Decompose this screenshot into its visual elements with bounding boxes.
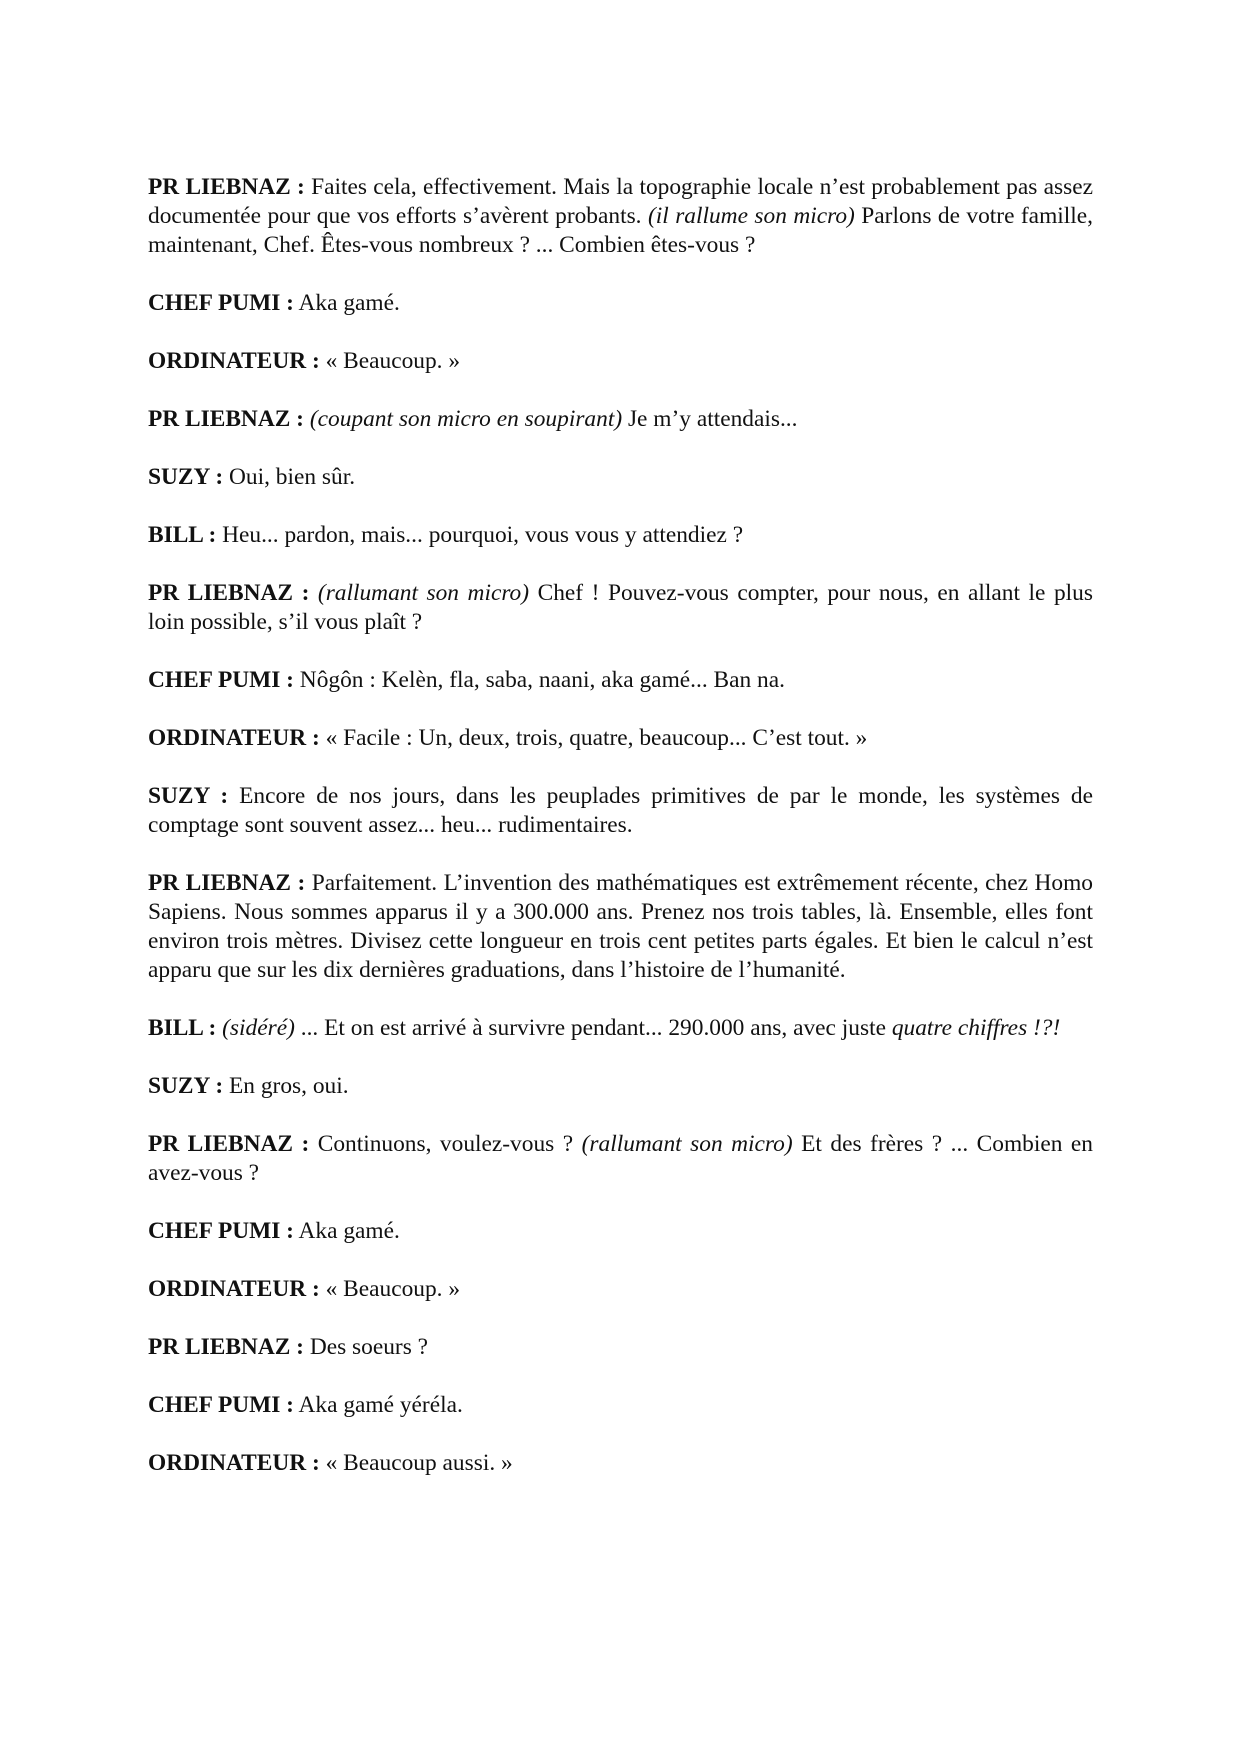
- dialogue-text: « Facile : Un, deux, trois, quatre, beaucoup... C’est tout. »: [319, 725, 868, 751]
- dialogue-line: [148, 1130, 1093, 1188]
- speaker-name: PR LIEBNAZ :: [148, 1334, 304, 1360]
- dialogue-text: [309, 580, 318, 606]
- speaker-name: ORDINATEUR :: [148, 1450, 320, 1476]
- dialogue-line: [148, 289, 1093, 318]
- dialogue-text: Parlons de votre famille, maintenant, Chef. Êtes-vous nombreux ? ... Combien êtes-vous ?: [148, 203, 1093, 258]
- speaker-name: CHEF PUMI :: [148, 290, 294, 316]
- dialogue-line: [148, 1014, 1093, 1043]
- speaker-name: PR LIEBNAZ :: [148, 1131, 310, 1157]
- dialogue-line: [148, 869, 1093, 985]
- dialogue-line: [148, 1217, 1093, 1246]
- dialogue-text: Aka gamé yéréla.: [293, 1392, 463, 1418]
- script-page: [148, 173, 1093, 1507]
- speaker-name: PR LIEBNAZ :: [148, 870, 306, 896]
- dialogue-text: Oui, bien sûr.: [223, 464, 356, 490]
- speaker-name: ORDINATEUR :: [148, 1276, 320, 1302]
- dialogue-line: [148, 666, 1093, 695]
- dialogue-text: ... Et on est arrivé à survivre pendant... 290.000 ans, avec juste: [294, 1015, 892, 1041]
- dialogue-text: Continuons, voulez-vous ?: [309, 1131, 582, 1157]
- dialogue-text: Encore de nos jours, dans les peuplades primitives de par le monde, les systèmes de comptage sont souvent assez... heu... rudimentaires.: [148, 783, 1093, 838]
- dialogue-text: « Beaucoup. »: [319, 348, 461, 374]
- stage-direction: quatre chiffres !?!: [891, 1015, 1061, 1041]
- dialogue-line: [148, 1333, 1093, 1362]
- speaker-name: SUZY :: [148, 783, 229, 809]
- dialogue-text: Je m’y attendais...: [622, 406, 798, 432]
- speaker-name: PR LIEBNAZ :: [148, 174, 305, 200]
- dialogue-line: [148, 782, 1093, 840]
- dialogue-text: Aka gamé.: [293, 290, 400, 316]
- dialogue-text: Chef ! Pouvez-vous compter, pour nous, en allant le plus loin possible, s’il vous plaît ?: [148, 580, 1093, 635]
- speaker-name: CHEF PUMI :: [148, 667, 294, 693]
- dialogue-line: [148, 521, 1093, 550]
- stage-direction: (il rallume son micro): [647, 203, 855, 229]
- dialogue-line: [148, 1072, 1093, 1101]
- dialogue-line: [148, 579, 1093, 637]
- speaker-name: ORDINATEUR :: [148, 348, 320, 374]
- stage-direction: (rallumant son micro): [317, 580, 530, 606]
- speaker-name: BILL :: [148, 1015, 217, 1041]
- speaker-name: CHEF PUMI :: [148, 1218, 294, 1244]
- dialogue-line: [148, 724, 1093, 753]
- dialogue-text: « Beaucoup aussi. »: [319, 1450, 513, 1476]
- dialogue-line: [148, 1449, 1093, 1478]
- dialogue-text: Aka gamé.: [293, 1218, 400, 1244]
- dialogue-line: [148, 1391, 1093, 1420]
- dialogue-text: Et des frères ? ... Combien en avez-vous ?: [148, 1131, 1093, 1186]
- speaker-name: PR LIEBNAZ :: [148, 580, 310, 606]
- speaker-name: ORDINATEUR :: [148, 725, 320, 751]
- stage-direction: (rallumant son micro): [581, 1131, 793, 1157]
- dialogue-line: [148, 1275, 1093, 1304]
- speaker-name: CHEF PUMI :: [148, 1392, 294, 1418]
- dialogue-line: [148, 405, 1093, 434]
- dialogue-text: Faites cela, effectivement. Mais la topographie locale n’est probablement pas assez documentée pour que vos efforts s’avèrent probants.: [148, 174, 1093, 229]
- stage-direction: (coupant son micro en soupirant): [309, 406, 623, 432]
- dialogue-line: [148, 173, 1093, 260]
- dialogue-text: Parfaitement. L’invention des mathématiques est extrêmement récente, chez Homo Sapiens. Nous sommes apparus il y a 300.000 ans. Prenez nos trois tables, là. Ensemble, elles font environ trois mètres. Divisez cette longueur en trois cent petites parts égales. Et bien le calcul n’est apparu que sur les dix dernières graduations, dans l’histoire de l’humanité.: [148, 870, 1093, 983]
- speaker-name: SUZY :: [148, 464, 224, 490]
- dialogue-text: Des soeurs ?: [303, 1334, 429, 1360]
- speaker-name: SUZY :: [148, 1073, 224, 1099]
- dialogue-text: Nôgôn : Kelèn, fla, saba, naani, aka gamé... Ban na.: [293, 667, 785, 693]
- dialogue-line: [148, 463, 1093, 492]
- dialogue-text: « Beaucoup. »: [319, 1276, 461, 1302]
- dialogue-text: Heu... pardon, mais... pourquoi, vous vous y attendiez ?: [216, 522, 744, 548]
- stage-direction: (sidéré): [222, 1015, 295, 1041]
- speaker-name: BILL :: [148, 522, 217, 548]
- speaker-name: PR LIEBNAZ :: [148, 406, 304, 432]
- dialogue-list: [148, 173, 1093, 1478]
- dialogue-line: [148, 347, 1093, 376]
- dialogue-text: En gros, oui.: [223, 1073, 349, 1099]
